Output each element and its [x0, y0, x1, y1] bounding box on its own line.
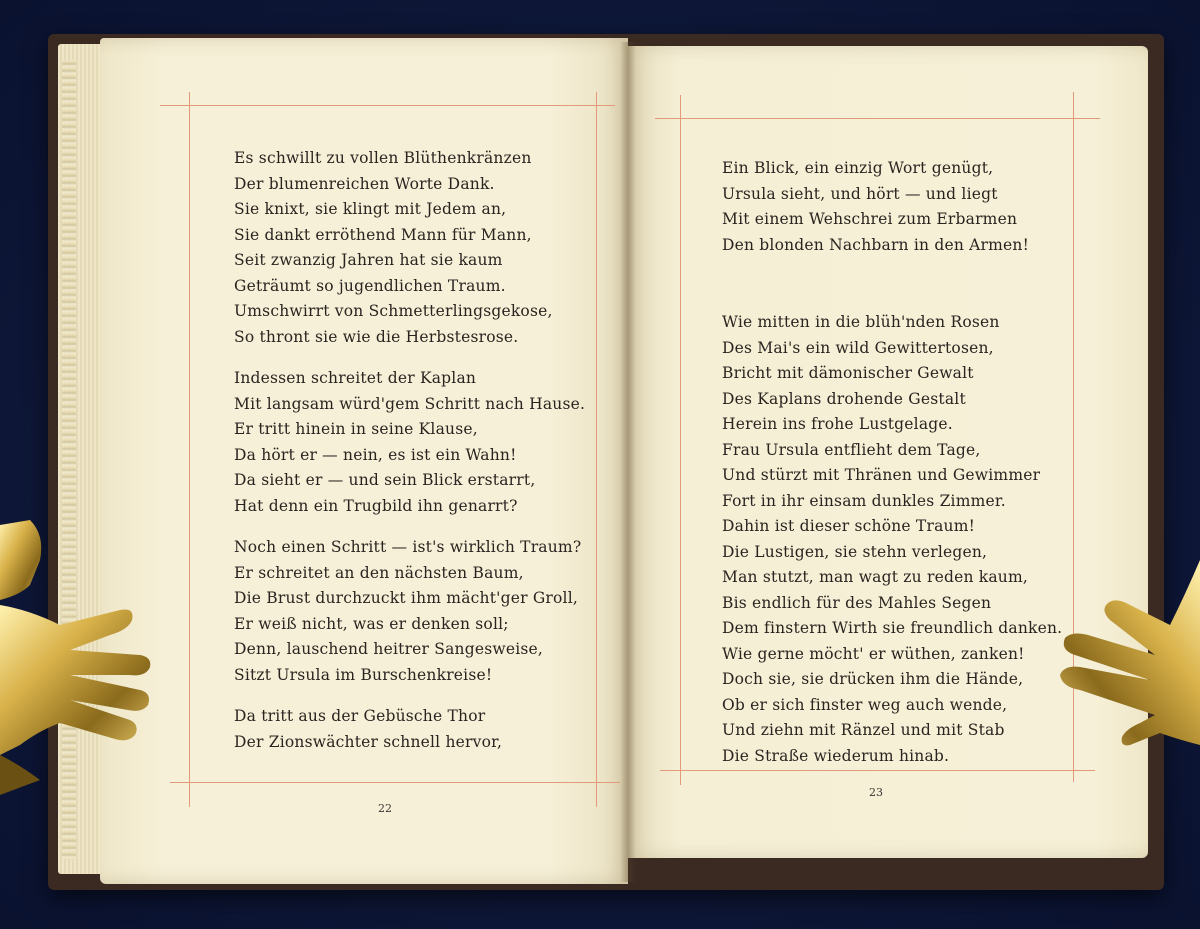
- poem-line: Der blumenreichen Worte Dank.: [234, 174, 495, 193]
- poem-line: Die Lustigen, sie stehn verlegen,: [722, 542, 988, 561]
- right-border-top: [655, 118, 1100, 119]
- poem-line: Da sieht er — und sein Blick erstarrt,: [234, 471, 536, 489]
- right-brass-hand: [1050, 555, 1200, 750]
- poem-line: Ob er sich finster weg auch wende,: [722, 695, 1008, 714]
- poem-line: Dahin ist dieser schöne Traum!: [722, 517, 976, 535]
- poem-line: Des Mai's ein wild Gewittertosen,: [722, 338, 994, 357]
- poem-line: Hat denn ein Trugbild ihn genarrt?: [234, 496, 518, 515]
- left-border-bottom: [170, 782, 620, 783]
- poem-line: Sie dankt erröthend Mann für Mann,: [234, 225, 532, 244]
- poem-line: Seit zwanzig Jahren hat sie kaum: [234, 251, 503, 269]
- poem-line: Umschwirrt von Schmetterlingsgekose,: [234, 302, 553, 320]
- poem-line: Wie gerne möcht' er wüthen, zanken!: [722, 644, 1025, 663]
- left-border-left: [189, 92, 190, 807]
- poem-line: Da tritt aus der Gebüsche Thor: [234, 707, 486, 725]
- left-page-number: 22: [378, 802, 392, 815]
- stanza-gap: [234, 688, 594, 704]
- right-page-number: 23: [869, 786, 883, 799]
- poem-line: Geträumt so jugendlichen Traum.: [234, 276, 506, 295]
- poem-line: Ursula sieht, und hört — und liegt: [722, 184, 998, 203]
- stanza-gap: [234, 350, 594, 366]
- poem-line: Wie mitten in die blüh'nden Rosen: [722, 313, 1000, 331]
- poem-line: Sie knixt, sie klingt mit Jedem an,: [234, 200, 507, 218]
- poem-line: Sitzt Ursula im Burschenkreise!: [234, 665, 493, 684]
- poem-line: Und stürzt mit Thränen und Gewimmer: [722, 466, 1041, 484]
- right-page-poem: [722, 156, 1072, 769]
- poem-line: Herein ins frohe Lustgelage.: [722, 415, 953, 433]
- poem-line: Man stutzt, man wagt zu reden kaum,: [722, 568, 1029, 586]
- poem-line: Es schwillt zu vollen Blüthenkränzen: [234, 149, 532, 167]
- left-page-poem: [234, 146, 594, 755]
- poem-line: Da hört er — nein, es ist ein Wahn!: [234, 445, 517, 464]
- poem-line: Die Brust durchzuckt ihm mächt'ger Groll,: [234, 589, 578, 607]
- poem-line: Doch sie, sie drücken ihm die Hände,: [722, 670, 1024, 688]
- stanza-gap: [722, 258, 1072, 310]
- left-border-top: [160, 105, 615, 106]
- poem-line: Er weiß nicht, was er denken soll;: [234, 614, 509, 633]
- poem-line: Des Kaplans drohende Gestalt: [722, 389, 966, 408]
- poem-line: Noch einen Schritt — ist's wirklich Traum?: [234, 538, 582, 556]
- poem-line: Mit langsam würd'gem Schritt nach Hause.: [234, 394, 586, 413]
- poem-line: Den blonden Nachbarn in den Armen!: [722, 235, 1030, 254]
- poem-line: Denn, lauschend heitrer Sangesweise,: [234, 640, 544, 658]
- book-gutter: [620, 42, 636, 882]
- poem-line: Bricht mit dämonischer Gewalt: [722, 364, 974, 382]
- poem-line: Bis endlich für des Mahles Segen: [722, 593, 992, 612]
- poem-line: Frau Ursula entflieht dem Tage,: [722, 440, 981, 459]
- poem-line: Der Zionswächter schnell hervor,: [234, 732, 503, 751]
- left-border-right: [596, 92, 597, 807]
- right-border-left: [680, 95, 681, 785]
- poem-line: Mit einem Wehschrei zum Erbarmen: [722, 210, 1018, 228]
- poem-line: Dem finstern Wirth sie freundlich danken.: [722, 619, 1063, 637]
- poem-line: Indessen schreitet der Kaplan: [234, 369, 477, 387]
- poem-line: Er schreitet an den nächsten Baum,: [234, 563, 524, 582]
- poem-line: So thront sie wie die Herbstesrose.: [234, 327, 519, 346]
- poem-line: Fort in ihr einsam dunkles Zimmer.: [722, 491, 1006, 510]
- left-brass-hand: [0, 515, 160, 800]
- poem-line: Und ziehn mit Ränzel und mit Stab: [722, 721, 1005, 739]
- poem-line: Er tritt hinein in seine Klause,: [234, 420, 478, 438]
- poem-line: Ein Blick, ein einzig Wort genügt,: [722, 159, 994, 177]
- right-border-bottom: [660, 770, 1095, 771]
- stanza-gap: [234, 519, 594, 535]
- poem-line: Die Straße wiederum hinab.: [722, 746, 950, 765]
